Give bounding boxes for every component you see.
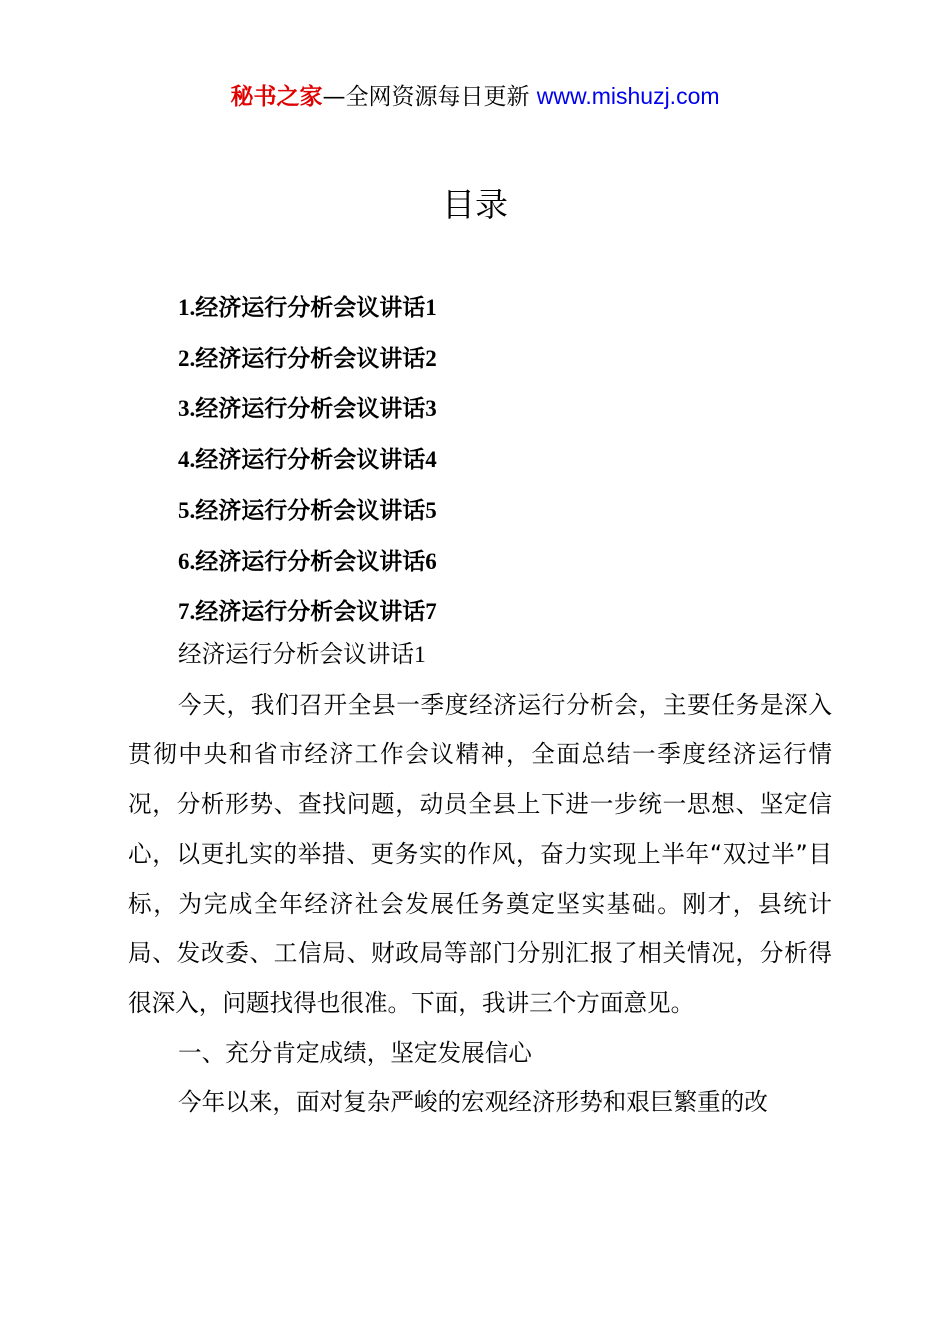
toc-item-page: 2	[425, 345, 437, 371]
paragraph-section-1: 今年以来，面对复杂严峻的宏观经济形势和艰巨繁重的改	[178, 1088, 768, 1117]
toc-item-number: 6.	[178, 548, 196, 574]
toc-item-page: 5	[425, 497, 437, 523]
paragraph-intro: 今天，我们召开全县一季度经济运行分析会，主要任务是深入贯彻中央和省市经济工作会议精神，全面总结一季度经济运行情况，分析形势、查找问题，动员全县上下进一步统一思想、坚定信心，以更扎实的举措、更务实的作风，奋力实现上半年“双过半”目标，为完成全年经济社会发展任务奠定坚实基础。刚才，县统计局、发改委、工信局、财政局等部门分别汇报了相关情况，分析得很深入，问题找得也很准。下面，我讲三个方面意见。	[128, 690, 832, 1017]
toc-item-label: 经济运行分析会议讲话	[195, 548, 426, 575]
toc-item-number: 2.	[178, 345, 196, 371]
article-body	[128, 630, 832, 1128]
toc-item-1[interactable]	[178, 283, 437, 334]
toc-item-label: 经济运行分析会议讲话	[195, 447, 426, 474]
toc-item-page: 7	[425, 599, 437, 625]
toc-item-5[interactable]	[178, 486, 437, 537]
banner-slogan: —全网资源每日更新	[322, 84, 537, 110]
toc-item-number: 1.	[178, 295, 196, 320]
toc-item-2[interactable]	[178, 334, 437, 385]
toc-item-6[interactable]	[178, 537, 437, 588]
toc-item-number: 7.	[178, 599, 196, 625]
toc-item-4[interactable]	[178, 435, 437, 486]
toc-item-page: 1	[425, 295, 437, 320]
toc-item-label: 经济运行分析会议讲话	[195, 497, 426, 524]
toc-item-number: 3.	[178, 396, 196, 422]
toc-item-page: 3	[425, 396, 437, 422]
site-banner	[0, 78, 950, 115]
toc-item-page: 6	[425, 548, 437, 574]
section-heading: 一、充分肯定成绩，坚定发展信心	[178, 1038, 532, 1067]
article-subtitle-text: 经济运行分析会议讲话	[178, 640, 414, 668]
toc-item-page: 4	[425, 447, 437, 473]
toc-item-label: 经济运行分析会议讲话	[195, 599, 426, 626]
article-subtitle	[128, 630, 832, 681]
article-subtitle-number: 1	[413, 642, 426, 668]
page-title: 目录	[442, 185, 508, 224]
brand-name: 秘书之家	[230, 84, 323, 110]
site-url-link[interactable]: www.mishuzj.com	[536, 83, 720, 109]
toc-item-number: 4.	[178, 447, 196, 473]
toc-item-number: 5.	[178, 497, 196, 523]
toc-item-label: 经济运行分析会议讲话	[195, 295, 426, 321]
toc-item-label: 经济运行分析会议讲话	[195, 345, 426, 372]
toc-item-3[interactable]	[178, 384, 437, 435]
toc-item-label: 经济运行分析会议讲话	[195, 396, 426, 423]
table-of-contents	[178, 283, 437, 638]
